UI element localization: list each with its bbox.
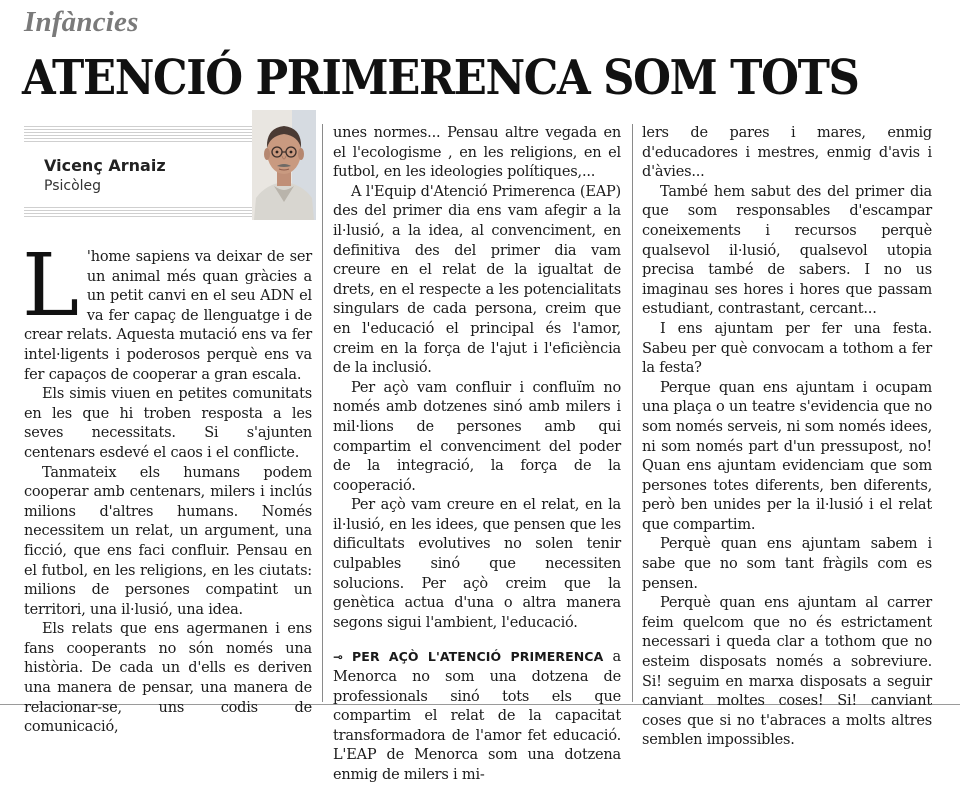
author-box [24, 126, 312, 218]
headline: ATENCIÓ PRIMERENCA SOM TOTS [22, 50, 859, 106]
article-paragraph: Perquè quan ens ajuntam sabem i sabe que no som tant fràgils com es pensen. [642, 536, 932, 592]
article-paragraph: A l'Equip d'Atenció Primerenca (EAP) des del primer dia ens vam afegir a la il·lusió, a la idea, al convenciment, en definitiva des del primer dia vam creure en el relat de la igualtat de drets, en el respecte a les potencialitats singulars de cada persona, creim que en l'educació el principal és l'amor, creim en la força de l'ajut i l'eficiència de la inclusió. [333, 183, 621, 377]
lead-in-caps: PER AÇÒ L'ATENCIÓ PRIMERENCA [352, 649, 604, 665]
article-paragraph: Per açò vam creure en el relat, en la il·lusió, en les idees, que pensen que les dificultats evolutives no solen tenir culpables sinó que necessiten solucions. Per açò creim que la genètica actua d'una o altra manera segons sigui l'ambient, l'educació. [333, 497, 621, 631]
article-paragraph: L 'home sapiens va deixar de ser un animal més quan gràcies a un petit canvi en el seu ADN el va fer capaç de llenguatge i de crear relats. Aquesta mutació ens va fer intel·ligents i poderosos perquè ens va fer capaços de cooperar a gran escala. [22, 236, 312, 383]
author-role: Psicòleg [44, 178, 102, 194]
article-paragraph-lead: ⊸ PER AÇÒ L'ATENCIÓ PRIMERENCA a Menorca no som una dotzena de professionals sinó tots els que compartim el relat de la capacitat transformadora de l'amor fet educació. L'EAP de Menorca som una dotzena enmig de milers i mi- [333, 649, 621, 783]
arrow-bullet-icon: ⊸ [333, 650, 343, 665]
author-portrait [252, 110, 316, 220]
article-paragraph: lers de pares i mares, enmig d'educadores i mestres, enmig d'avis i d'àvies... [642, 125, 932, 181]
section-tag: Infàncies [24, 6, 139, 38]
article-paragraph: Els simis viuen en petites comunitats en les que hi troben resposta a les seves necessitats. Si s'ajunten centenars esdevé el caos i el conflicte. [24, 386, 312, 461]
article-column-3 [642, 124, 932, 751]
article-paragraph: Per açò vam confluir i confluïm no només amb dotzenes sinó amb milers i mil·lions de persones amb qui compartim el convenciment del poder de la integració, la força de la cooperació. [333, 379, 621, 494]
column-rule [632, 124, 633, 702]
author-name: Vicenç Arnaiz [44, 156, 166, 175]
article-paragraph: Perque quan ens ajuntam i ocupam una plaça o un teatre s'evidencia que no som només serveis, ni som només idees, ni som només part d'un pressupost, no! Quan ens ajuntam evidenciam que som persones totes diferents, ben diferents, però ben unides per la il·lusió i el relat que compartim. [642, 379, 932, 533]
article-paragraph: Els relats que ens agermanen i ens fans cooperants no són només una història. De cada un d'ells es deriven una manera de pensar, una manera de relacionar-se, uns codis de comunicació, [24, 621, 312, 736]
article-paragraph: Tanmateix els humans podem cooperar amb centenars, milers i inclús milions d'altres humans. Només necessitem un relat, un argument, una ficció, que ens faci confluir. Pensau en el futbol, en les religions, en les ciutats: milions de persones compatint un territori, una il·lusió, una idea. [24, 464, 312, 618]
article-paragraph: I ens ajuntam per fer una festa. Sabeu per què convocam a tothom a fer la festa? [642, 320, 932, 377]
column-rule [322, 124, 323, 702]
article-paragraph: Perquè quan ens ajuntam al carrer feim quelcom que no és estrictament necessari i queda clar a tothom que no esteim disposats només a sobreviure. Si! seguim en marxa disposats a seguir canviant moltes coses! Si! canviant coses que si no t'abraces a molts altres semblen impossibles. [642, 595, 932, 749]
drop-cap: L [22, 236, 79, 336]
article-column-2 [333, 124, 621, 786]
article-paragraph: unes normes... Pensau altre vegada en el l'ecologisme , en les religions, en el futbol, en les ideologies polítiques,... [333, 125, 621, 181]
article-paragraph: També hem sabut des del primer dia que som responsables d'escampar coneixements i recursos perquè qualsevol il·lusió, qualsevol utopia precisa també de sabers. I no us imaginau ses hores i hores que passam estudiant, contrastant, cercant... [642, 183, 932, 318]
article-column-1 [22, 236, 312, 738]
